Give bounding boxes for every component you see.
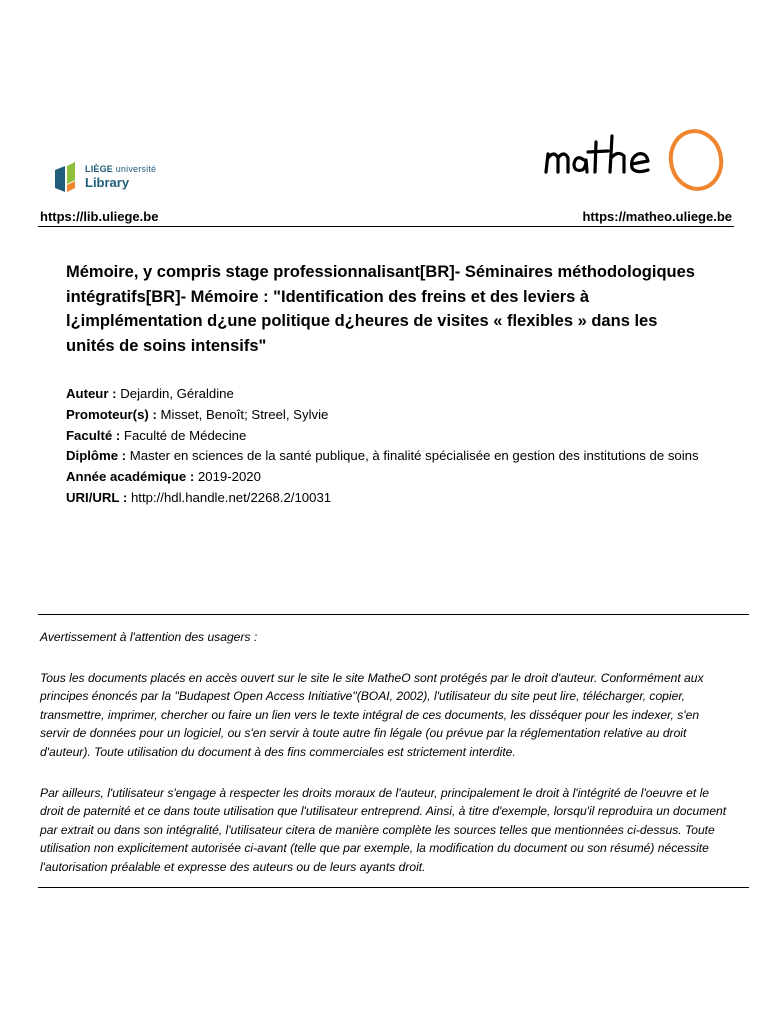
matheo-logo: [540, 124, 735, 204]
meta-diploma: Diplôme : Master en sciences de la santé publique, à finalité spécialisée en gestion des institutions de soins: [66, 448, 699, 464]
document-title: Mémoire, y compris stage professionnalisant[BR]- Séminaires méthodologiques intégratifs[BR]- Mémoire : "Identification des freins et des leviers à l¿implémentation d¿une politique d¿heures de visites « flexibles » dans les unités de soins intensifs": [66, 263, 695, 355]
handle-link[interactable]: http://hdl.handle.net/2268.2/10031: [127, 489, 332, 505]
uliege-logo-line1: LIÈGE université: [85, 164, 157, 174]
uliege-logo-icon: [55, 162, 81, 192]
notice-paragraph-1: Tous les documents placés en accès ouvert sur le site le site MatheO sont protégés par le droit d'auteur. Conformément aux principes énoncés par la "Budapest Open Access Initiative"(BOAI, 2002), l'utilisateur du site peut lire, télécharger, copier, transmettre, imprimer, chercher ou faire un lien vers le texte intégral de ces documents, les disséquer pour les indexer, s'en servir de données pour un logiciel, ou s'en servir à toute autre fin légale (ou prévue par la réglementation relative au droit d'auteur). Toute utilisation du document à des fins commerciales est strictement interdite.: [40, 671, 704, 759]
uliege-logo-line2: Library: [85, 175, 130, 190]
meta-academic-year: Année académique : 2019-2020: [66, 469, 261, 485]
uliege-library-link[interactable]: https://lib.uliege.be: [40, 209, 159, 224]
meta-uri: URI/URL : http://hdl.handle.net/2268.2/10031: [66, 489, 332, 505]
meta-author: Auteur : Dejardin, Géraldine: [66, 386, 234, 401]
notice-paragraph-2: Par ailleurs, l'utilisateur s'engage à respecter les droits moraux de l'auteur, principalement le droit à l'intégrité de l'oeuvre et le droit de paternité et ce dans toute utilisation que l'utilisateur entreprend. Ainsi, à titre d'exemple, lorsqu'il reproduira un document par extrait ou dans son intégralité, l'utilisateur citera de manière complète les sources telles que mentionnées ci-dessus. Toute utilisation non explicitement autorisée ci-avant (telle que par exemple, la modification du document ou son résumé) nécessite l'autorisation préalable et expresse des auteurs ou de leurs ayants droit.: [40, 786, 727, 874]
meta-promoter: Promoteur(s) : Misset, Benoît; Streel, Sylvie: [66, 406, 329, 422]
notice-top-divider: [38, 614, 749, 615]
matheo-link[interactable]: https://matheo.uliege.be: [582, 209, 732, 224]
notice-heading: Avertissement à l'attention des usagers :: [40, 630, 258, 644]
header-divider: [38, 226, 734, 227]
meta-faculty: Faculté : Faculté de Médecine: [66, 427, 247, 443]
notice-bottom-divider: [38, 887, 749, 888]
uliege-library-logo: [55, 162, 185, 196]
document-metadata: [66, 384, 716, 509]
